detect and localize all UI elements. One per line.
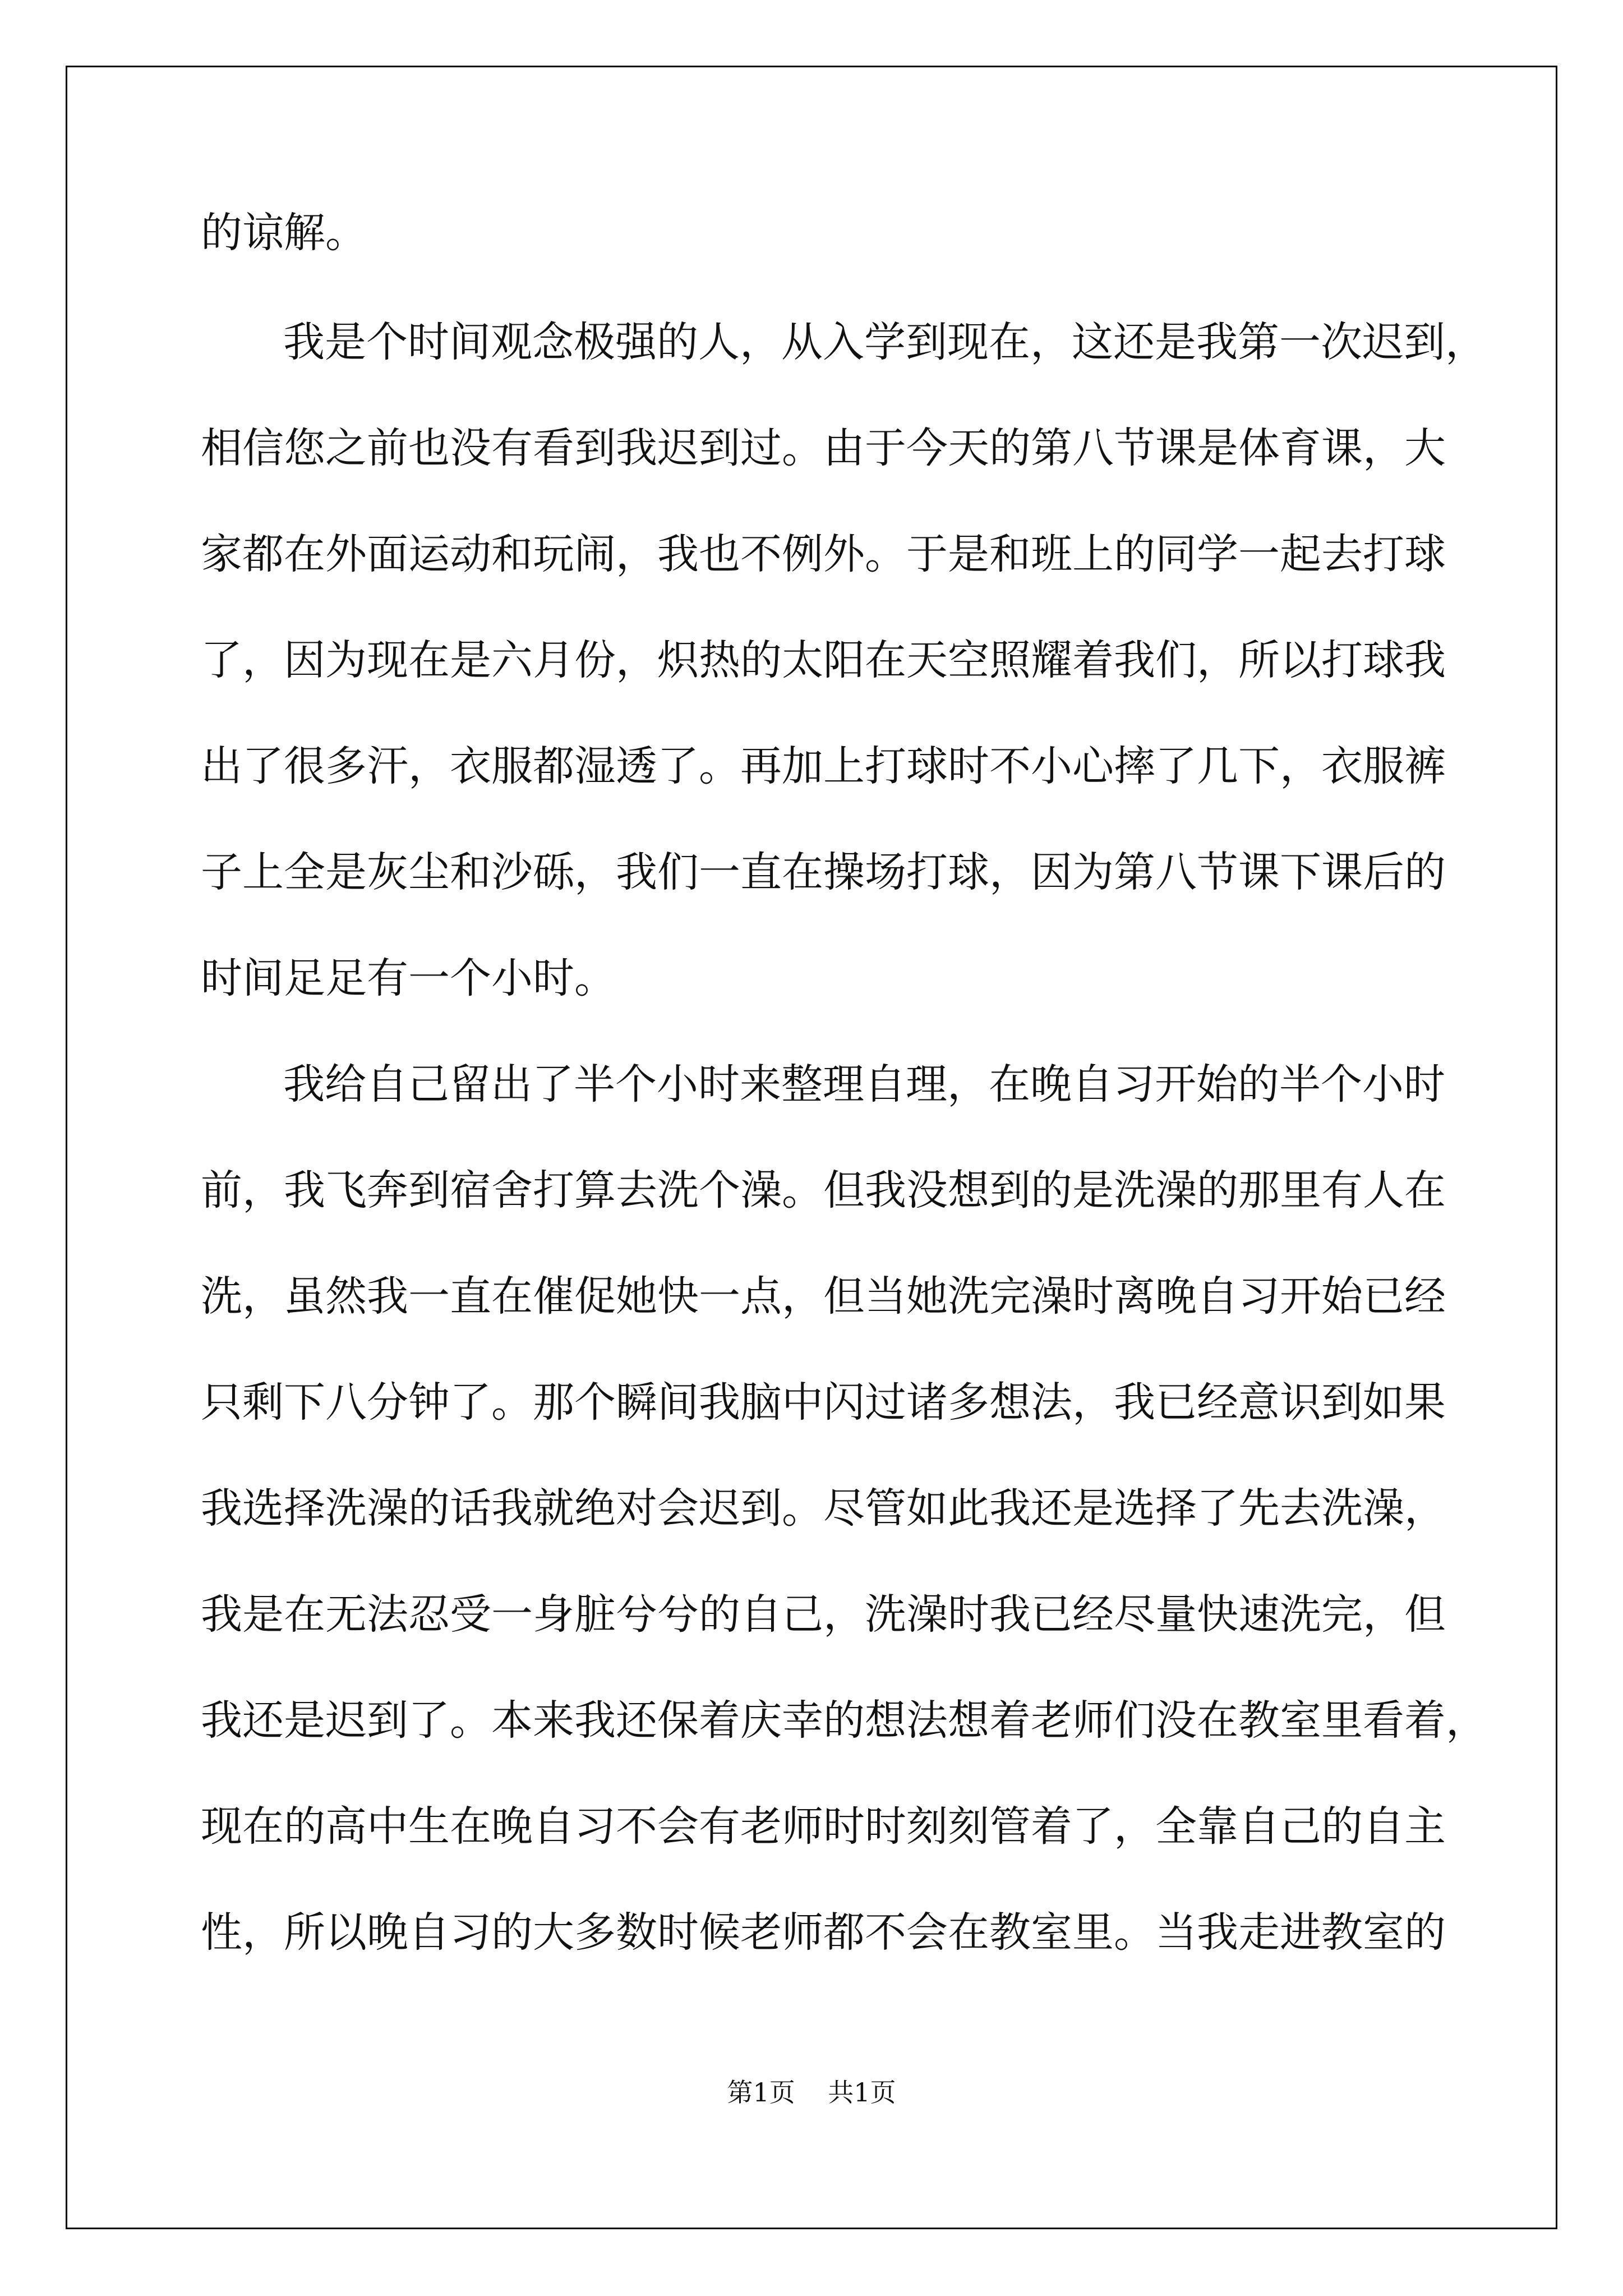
text-line: 子上全是灰尘和沙砾，我们一直在操场打球，因为第八节课下课后的 [201,848,1446,896]
text-line: 家都在外面运动和玩闹，我也不例外。于是和班上的同学一起去打球 [201,530,1446,578]
page-footer [0,2076,1623,2109]
text-line: 时间足足有一个小时。 [201,954,616,1002]
paragraph-first-line: 我是个时间观念极强的人，从入学到现在，这还是我第一次迟到， [283,318,1487,366]
text-line: 我是在无法忍受一身脏兮兮的自己，洗澡时我已经尽量快速洗完，但 [201,1590,1446,1639]
text-line: 洗，虽然我一直在催促她快一点，但当她洗完澡时离晚自习开始已经 [201,1272,1446,1320]
page-total: 共1页 [828,2077,896,2108]
text-line: 前，我飞奔到宿舍打算去洗个澡。但我没想到的是洗澡的那里有人在 [201,1166,1446,1214]
text-line: 相信您之前也没有看到我迟到过。由于今天的第八节课是体育课，大 [201,424,1446,472]
text-line: 现在的高中生在晚自习不会有老师时时刻刻管着了，全靠自己的自主 [201,1802,1446,1851]
text-line: 性，所以晚自习的大多数时候老师都不会在教室里。当我走进教室的 [201,1908,1446,1957]
text-line: 的谅解。 [201,209,367,257]
text-line: 出了很多汗，衣服都湿透了。再加上打球时不小心摔了几下，衣服裤 [201,742,1446,790]
text-line: 我选择洗澡的话我就绝对会迟到。尽管如此我还是选择了先去洗澡， [201,1484,1446,1533]
paragraph-first-line: 我给自己留出了半个小时来整理自理，在晚自习开始的半个小时 [283,1060,1445,1108]
text-line: 只剩下八分钟了。那个瞬间我脑中闪过诸多想法，我已经意识到如果 [201,1378,1446,1427]
text-line: 了，因为现在是六月份，炽热的太阳在天空照耀着我们，所以打球我 [201,636,1446,684]
page-number: 第1页 [727,2077,795,2108]
text-line: 我还是迟到了。本来我还保着庆幸的想法想着老师们没在教室里看着， [201,1696,1487,1745]
